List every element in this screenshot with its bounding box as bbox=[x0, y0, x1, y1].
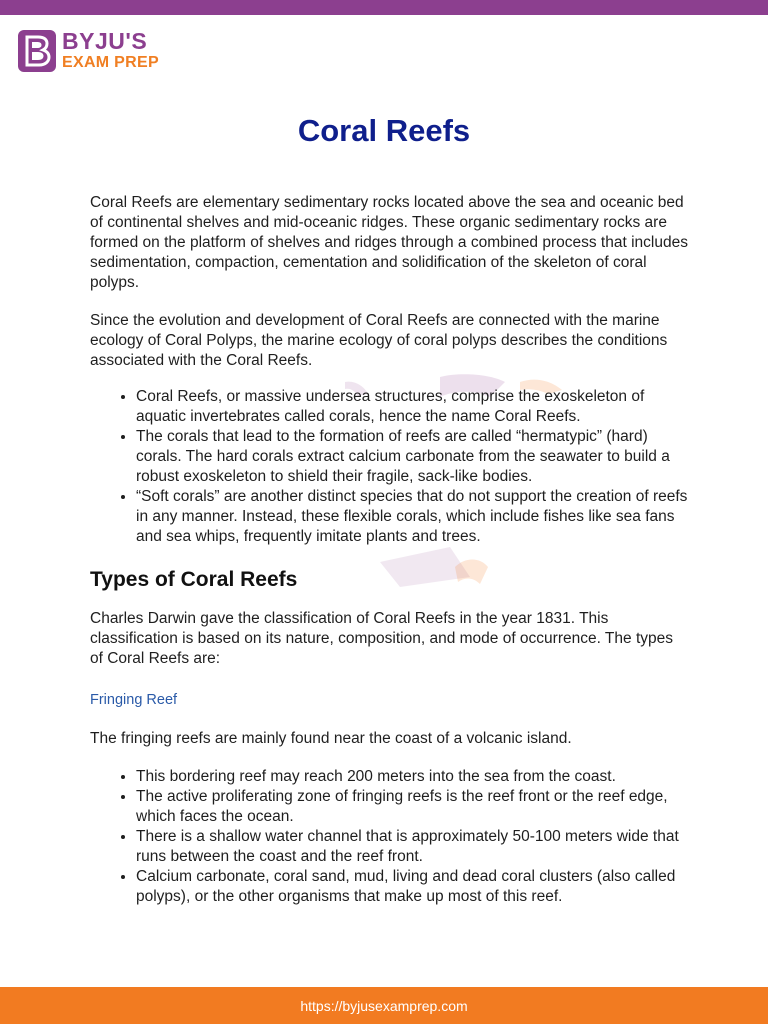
paragraph-fringing: The fringing reefs are mainly found near the coast of a volcanic island. bbox=[90, 730, 572, 747]
byjus-logo[interactable] bbox=[18, 30, 159, 72]
fringing-reef-list bbox=[90, 767, 690, 907]
page-title: Coral Reefs bbox=[297, 113, 471, 148]
list-item: • Coral Reefs, or massive undersea structures, comprise the exoskeleton of aquatic invertebrates called corals, hence the name Coral Reefs. bbox=[136, 387, 690, 427]
list-item: • The active proliferating zone of fringing reefs is the reef front or the reef edge, which faces the ocean. bbox=[136, 787, 690, 827]
article-body bbox=[90, 193, 690, 907]
paragraph-darwin: Charles Darwin gave the classification of Coral Reefs in the year 1831. This classification is based on its nature, composition, and mode of occurrence. The types of Coral Reefs are: bbox=[90, 610, 673, 667]
list-item: • Calcium carbonate, coral sand, mud, living and dead coral clusters (also called polyps), or the other organisms that make up most of this reef. bbox=[136, 867, 690, 907]
coral-facts-list bbox=[90, 387, 690, 547]
footer-bar bbox=[0, 987, 768, 1024]
section-heading-types: Types of Coral Reefs bbox=[90, 568, 298, 591]
list-item: • This bordering reef may reach 200 meters into the sea from the coast. bbox=[136, 767, 690, 787]
logo-brand-name: BYJU'S bbox=[62, 28, 148, 54]
list-item: • There is a shallow water channel that is approximately 50-100 meters wide that runs between the coast and the reef front. bbox=[136, 827, 690, 867]
logo-b-icon bbox=[18, 30, 56, 72]
list-item: • The corals that lead to the formation of reefs are called “hermatypic” (hard) corals. The hard corals extract calcium carbonate from the seawater to build a robust exoskeleton to shield their fragile, sack-like bodies. bbox=[136, 427, 690, 487]
top-brand-bar bbox=[0, 0, 768, 15]
logo-brand-sub: EXAM PREP bbox=[62, 54, 159, 71]
subheading-fringing-reef: Fringing Reef bbox=[90, 692, 178, 708]
paragraph-intro: Coral Reefs are elementary sedimentary rocks located above the sea and oceanic bed of continental shelves and mid-oceanic ridges. These organic sedimentary rocks are formed on the platform of shelves and ridges through a combined process that includes sedimentation, compaction, cementation and solidification of the skeleton of coral polyps. bbox=[90, 194, 688, 291]
paragraph-ecology: Since the evolution and development of Coral Reefs are connected with the marine ecology of Coral Polyps, the marine ecology of coral polyps describes the conditions associated with the Coral Reefs. bbox=[90, 312, 668, 369]
footer-url-link[interactable]: https://byjusexamprep.com bbox=[300, 997, 468, 1014]
list-item: • “Soft corals” are another distinct species that do not support the creation of reefs in any manner. Instead, these flexible corals, which include fishes like sea fans and sea whips, frequently imitate plants and trees. bbox=[136, 487, 690, 547]
